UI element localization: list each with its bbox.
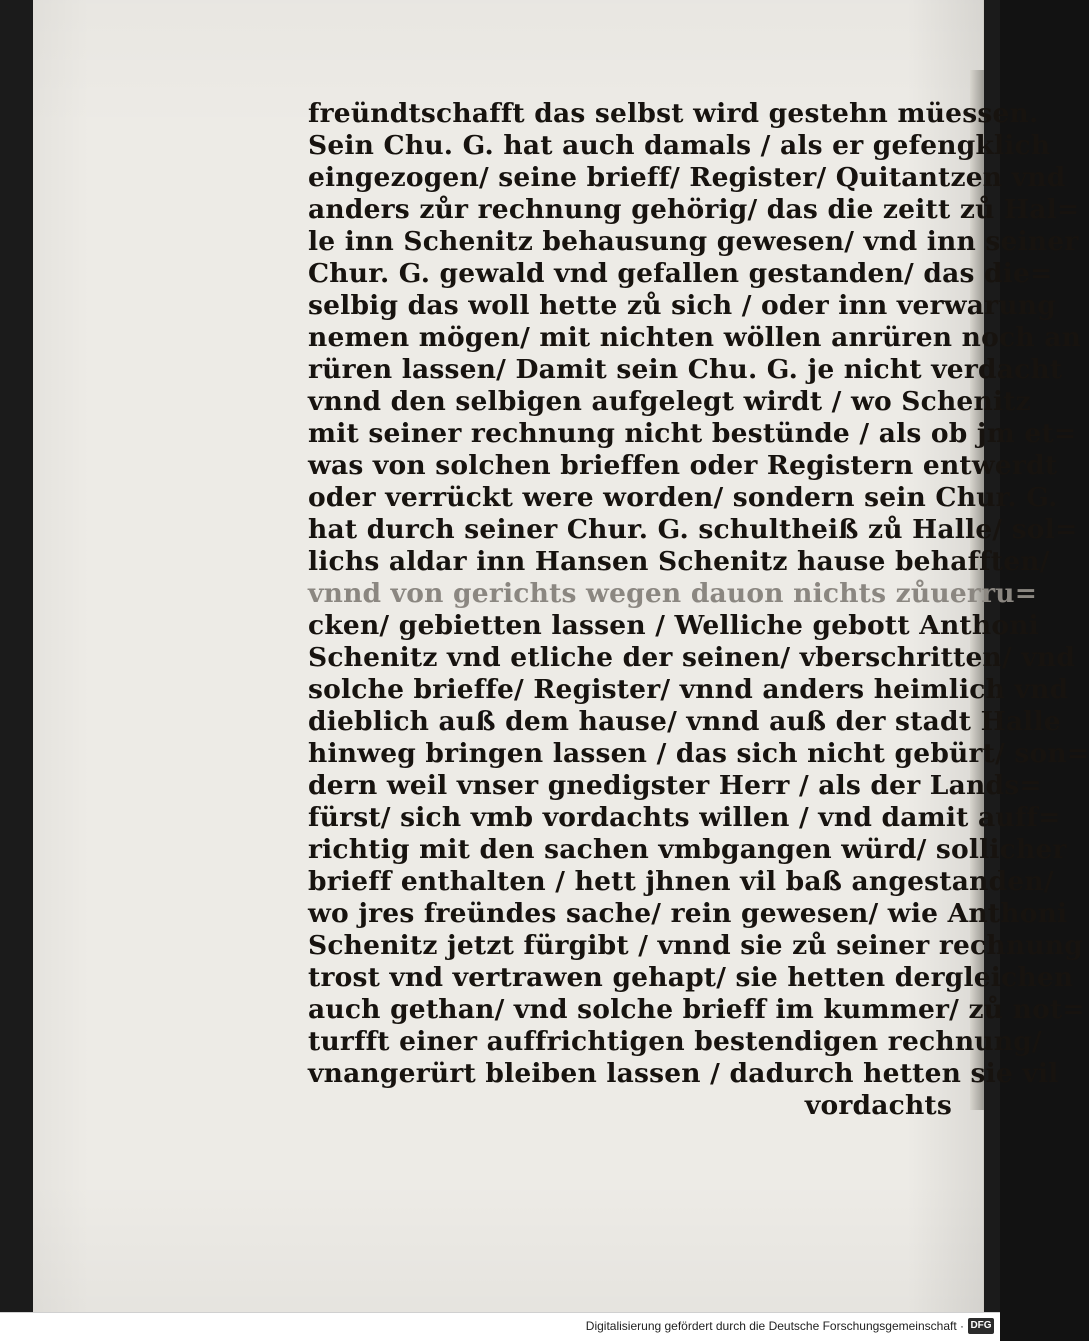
text-line-12: was von solchen brieffen oder Registern entwerdt (308, 450, 1058, 481)
text-line-11: mit seiner rechnung nicht bestünde / als ob jm et= (308, 418, 1077, 449)
text-line-24: richtig mit den sachen vmbgangen würd/ sollicher (308, 834, 1067, 865)
text-line-29: auch gethan/ vnd solche brieff im kummer/ zů not= (308, 994, 1085, 1025)
footer-credit-text: Digitalisierung gefördert durch die Deutsche Forschungsgemeinschaft · (585, 1319, 964, 1333)
text-line-21: hinweg bringen lassen / das sich nicht gebürt/ son= (308, 738, 1089, 769)
text-line-5: le inn Schenitz behausung gewesen/ vnd inn seiner (308, 226, 1079, 257)
text-line-13: oder verrückt were worden/ sondern sein Chur. G. (308, 482, 1058, 513)
text-line-27: Schenitz jetzt fürgibt / vnnd sie zů seiner rechnung (308, 930, 1083, 961)
text-line-3: eingezogen/ seine brieff/ Register/ Quitantzen vnd (308, 162, 1066, 193)
text-line-4: anders zůr rechnung gehörig/ das die zeitt zů Hal= (308, 194, 1080, 225)
catchword: vordachts (804, 1090, 952, 1121)
text-line-7: selbig das woll hette zů sich / oder inn verwarung (308, 290, 1056, 321)
digitization-footer (0, 1312, 1000, 1341)
text-line-30: turfft einer auffrichtigen bestendigen rechnung/ (308, 1026, 1042, 1057)
text-line-20: dieblich auß dem hause/ vnnd auß der stadt Halle (308, 706, 1061, 737)
text-line-25: brieff enthalten / hett jhnen vil baß angestanden/ (308, 866, 1054, 897)
text-line-31: vnangerürt bleiben lassen / dadurch hetten sie vil (308, 1058, 1059, 1089)
page-text-block (308, 98, 1089, 1122)
text-line-9: rüren lassen/ Damit sein Chu. G. je nicht verdacht (308, 354, 1063, 385)
text-line-2: Sein Chu. G. hat auch damals / als er gefengklich (308, 130, 1051, 161)
text-line-15: lichs aldar inn Hansen Schenitz hause behafften/ (308, 546, 1050, 577)
text-line-28: trost vnd vertrawen gehapt/ sie hetten dergleichen (308, 962, 1074, 993)
dfg-logo-icon: DFG (968, 1318, 994, 1334)
text-line-10: vnnd den selbigen aufgelegt wirdt / wo Schenitz (308, 386, 1031, 417)
text-line-22: dern weil vnser gnedigster Herr / als der Lands= (308, 770, 1042, 801)
text-line-1: freündtschafft das selbst wird gestehn müessen. (308, 98, 1039, 129)
text-line-6: Chur. G. gewald vnd gefallen gestanden/ das die= (308, 258, 1053, 289)
text-line-14: hat durch seiner Chur. G. schultheiß zů Halle/ sol= (308, 514, 1078, 545)
text-line-16: vnnd von gerichts wegen dauon nichts zůuerru= (308, 578, 1038, 609)
text-line-18: Schenitz vnd etliche der seinen/ vberschritten/ vnd (308, 642, 1076, 673)
text-line-23: fürst/ sich vmb vordachts willen / vnd damit auff= (308, 802, 1061, 833)
text-line-8: nemen mögen/ mit nichten wöllen anrüren noch an (308, 322, 1082, 353)
text-line-19: solche brieffe/ Register/ vnnd anders heimlich vnd (308, 674, 1069, 705)
text-line-26: wo jres freündes sache/ rein gewesen/ wie Anthoni (308, 898, 1068, 929)
text-line-17: cken/ gebietten lassen / Welliche gebott Anthoni (308, 610, 1039, 641)
